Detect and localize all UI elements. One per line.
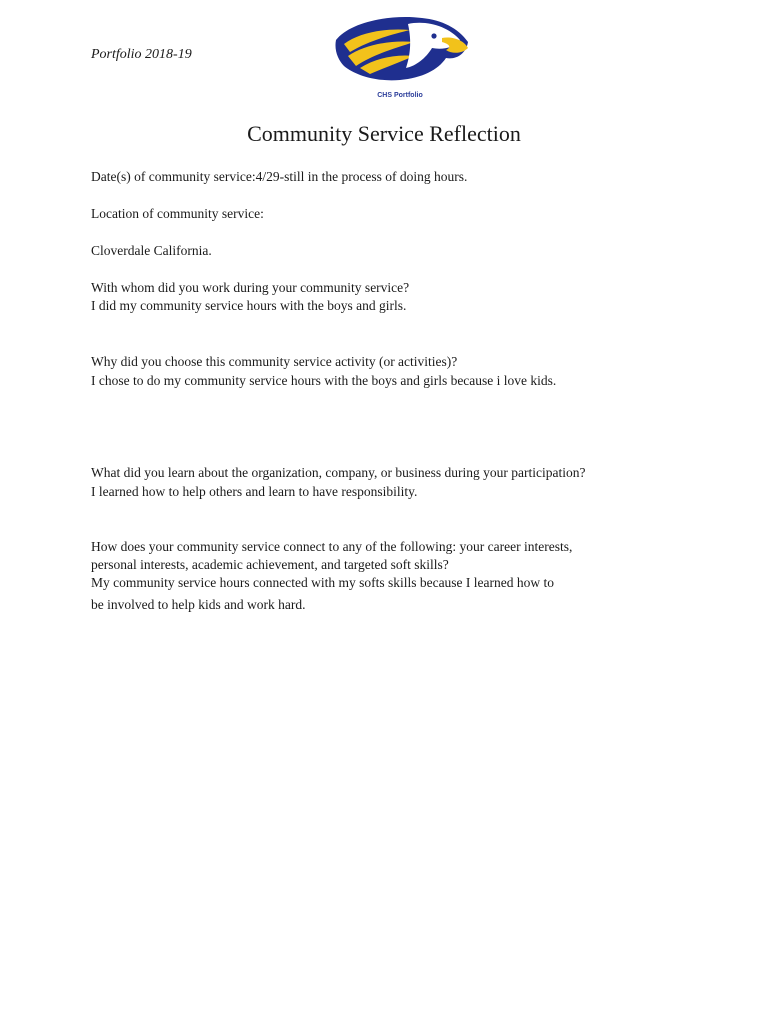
chs-eagle-logo (330, 12, 470, 107)
location-answer: Cloverdale California. (91, 243, 212, 258)
logo-caption: CHS Portfolio (377, 92, 423, 99)
answer-connect-line-1: My community service hours connected with my softs skills because I learned how to (91, 575, 555, 590)
eagle-icon (330, 12, 470, 92)
location-prompt: Location of community service: (91, 206, 264, 221)
question-whom: With whom did you work during your community service? (91, 280, 410, 295)
answer-connect-line-2: be involved to help kids and work hard. (91, 597, 306, 612)
question-connect-line-1: How does your community service connect to any of the following: your career interests, (91, 539, 573, 554)
page-title: Community Service Reflection (247, 121, 521, 146)
dates-line: Date(s) of community service:4/29-still in the process of doing hours. (91, 169, 468, 184)
question-why: Why did you choose this community service activity (or activities)? (91, 354, 458, 369)
answer-whom: I did my community service hours with the boys and girls. (91, 298, 407, 313)
answer-learn: I learned how to help others and learn to have responsibility. (91, 484, 418, 499)
question-connect-line-2: personal interests, academic achievement, and targeted soft skills? (91, 557, 449, 572)
portfolio-label: Portfolio 2018-19 (91, 47, 192, 62)
question-learn: What did you learn about the organization, company, or business during your participation? (91, 465, 586, 480)
answer-why: I chose to do my community service hours with the boys and girls because i love kids. (91, 373, 557, 388)
